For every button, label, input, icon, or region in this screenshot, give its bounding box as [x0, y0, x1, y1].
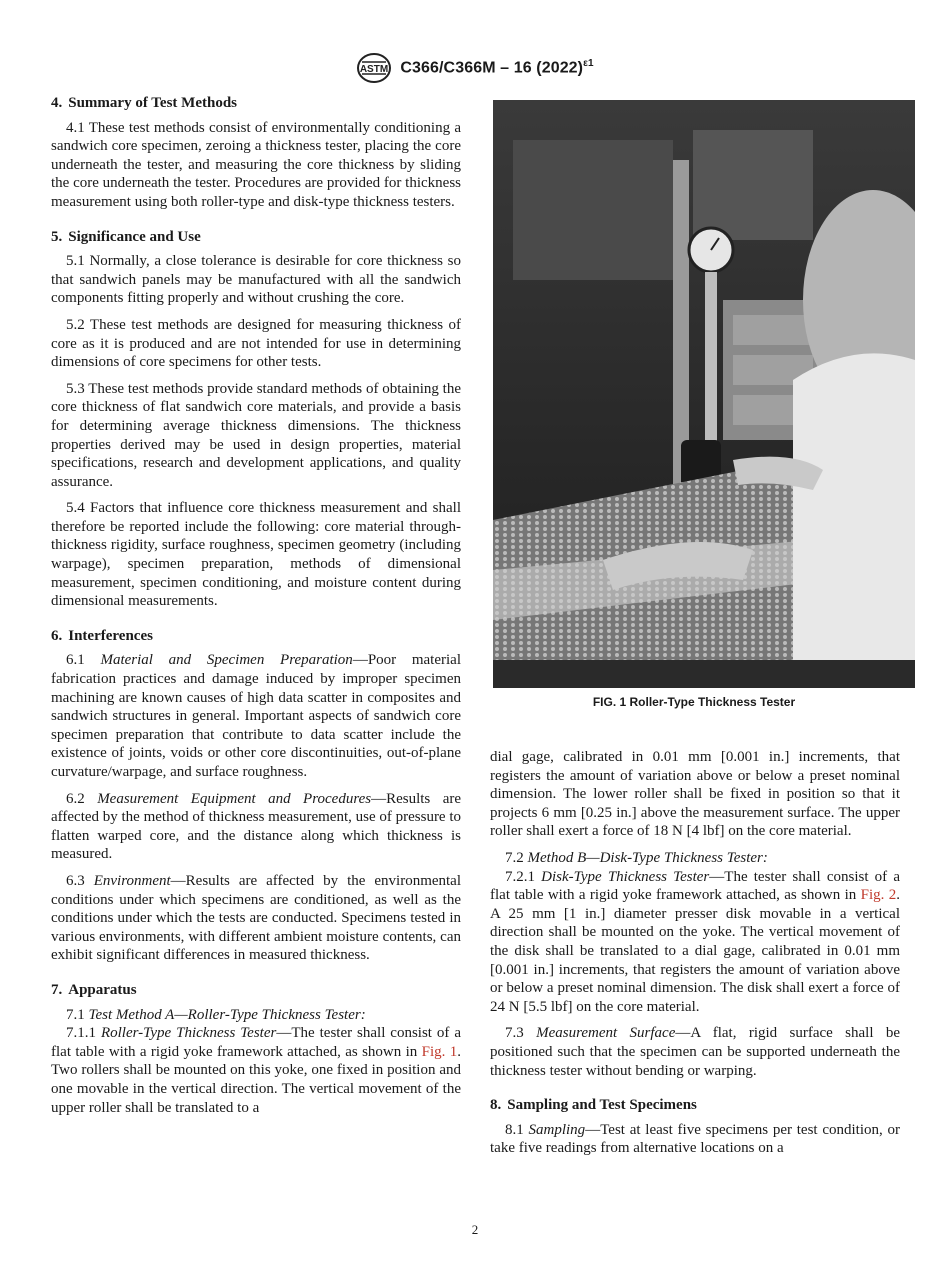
figure-link[interactable]: Fig. 1: [421, 1043, 458, 1060]
page-number: 2: [471, 1222, 479, 1237]
figure-caption: FIG. 1 Roller-Type Thickness Tester: [592, 695, 796, 709]
section-4: [51, 94, 461, 212]
section-6: [51, 627, 461, 965]
svg-text:ASTM: ASTM: [360, 64, 389, 75]
paragraph: dial gage, calibrated in 0.01 mm [0.001 in.] increments, that registers the amount of variation above or below a preset nominal dimension. The lower roller shall be fixed in position so that it projects 6 mm [0.25 in.] above the measurement surface. The upper roller shall exert a force of 18 N [4 lbf] on the core material.: [490, 749, 900, 840]
section-5: [51, 228, 461, 611]
paragraph: 8.1 Sampling—Test at least five specimens per test condition, or take five readings from alternative locations on a: [490, 1121, 900, 1157]
paragraph: 6.2 Measurement Equipment and Procedures—Results are affected by the method of thickness measurement, use of pressure to flatten warped core, and the distance along which thickness is measured.: [51, 790, 462, 863]
paragraph: 5.3 These test methods provide standard methods of obtaining the core thickness of flat sandwich core materials, and provide a basis for determining average thickness dimensions. The thickness properties derived may be used in design properties, material specifications, research and development applications, and quality assurance.: [51, 380, 461, 490]
section-heading: 7. Apparatus: [51, 981, 137, 998]
paragraph: 7.1.1 Roller-Type Thickness Tester—The tester shall consist of a flat table with a rigid yoke framework attached, as shown in Fig. 1. Two rollers shall be mounted on this yoke, one fixed in position and one movable in the vertical direction. The vertical movement of the upper roller shall be translated to a: [51, 1025, 462, 1116]
right-column: [490, 748, 900, 1158]
paragraph: 6.3 Environment—Results are affected by the environmental conditions under which specimens are conditioned, as well as the conditions under which the tests are conducted. Specimens tested in various environments, with different ambient moisture contents, can exhibit significant differences in measured thickness.: [51, 872, 462, 964]
section-heading: 4. Summary of Test Methods: [51, 95, 238, 111]
figure-link[interactable]: Fig. 2: [860, 887, 897, 904]
paragraph: 7.1 Test Method A—Roller-Type Thickness Tester:: [66, 1006, 366, 1023]
standard-designation: C366/C366M – 16 $(2022)^{\varepsilon 1}$: [400, 58, 594, 77]
paragraph: 7.2 Method B—Disk-Type Thickness Tester:: [505, 849, 768, 866]
paragraph: 5.2 These test methods are designed for measuring thickness of core as it is produced and are not intended for use in determining dimensions of core specimens for other tests.: [51, 316, 461, 371]
page-header: [0, 52, 950, 89]
section-7: [51, 981, 461, 1117]
astm-logo-icon: [356, 52, 392, 84]
section-heading: 6. Interferences: [51, 627, 153, 644]
paragraph: 4.1 These test methods consist of environmentally conditioning a sandwich core specimen, zeroing a thickness tester, placing the core underneath the tester, and measuring the core thickness by sliding the core underneath the tester. Procedures are provided for thickness measurement using both roller-type and disk-type thickness testers.: [51, 119, 461, 210]
paragraph: 6.1 Material and Specimen Preparation—Poor material fabrication practices and damage induced by improper specimen machining are known causes of high data scatter in composites and sandwich structures in general. Important aspects of sandwich core specimen preparation that contribute to data scatter include the existence of joints, voids or other core discontinuities, out-of-plane curvature/warpage, and surface roughness.: [51, 652, 461, 780]
left-column: [51, 94, 461, 1133]
section-heading: 8. Sampling and Test Specimens: [490, 1097, 697, 1114]
paragraph: 7.3 Measurement Surface—A flat, rigid surface shall be positioned such that the specimen can be supported underneath the thickness tester without bending or warping.: [490, 1025, 900, 1079]
section-heading: 5. Significance and Use: [51, 228, 201, 245]
paragraph: 7.2.1 Disk-Type Thickness Tester—The tester shall consist of a flat table with a rigid yoke framework attached, as shown in Fig. 2. A 25 mm [1 in.] diameter presser disk movable in a vertical direction shall be mounted on the yoke. The vertical movement of the disk shall be translated to a dial gage, calibrated in 0.01 mm [0.001 in.] increments, that registers the amount of variation above or below a preset nominal dimension. The disk shall exert a force of 24 N [5.5 lbf] on the core material.: [490, 868, 900, 1015]
paragraph: 5.4 Factors that influence core thickness measurement and shall therefore be reported include the following: core material through-thickness rigidity, surface roughness, specimen geometry (including warpage), specimen preparation, methods of dimensional measurement, specimen conditioning, and moisture content during dimensional measurements.: [51, 500, 461, 610]
roller-tester-photo: [493, 100, 915, 688]
paragraph: 5.1 Normally, a close tolerance is desirable for core thickness so that sandwich panels may be manufactured with all the sandwich components fitting properly and without crushing the core.: [51, 253, 461, 307]
